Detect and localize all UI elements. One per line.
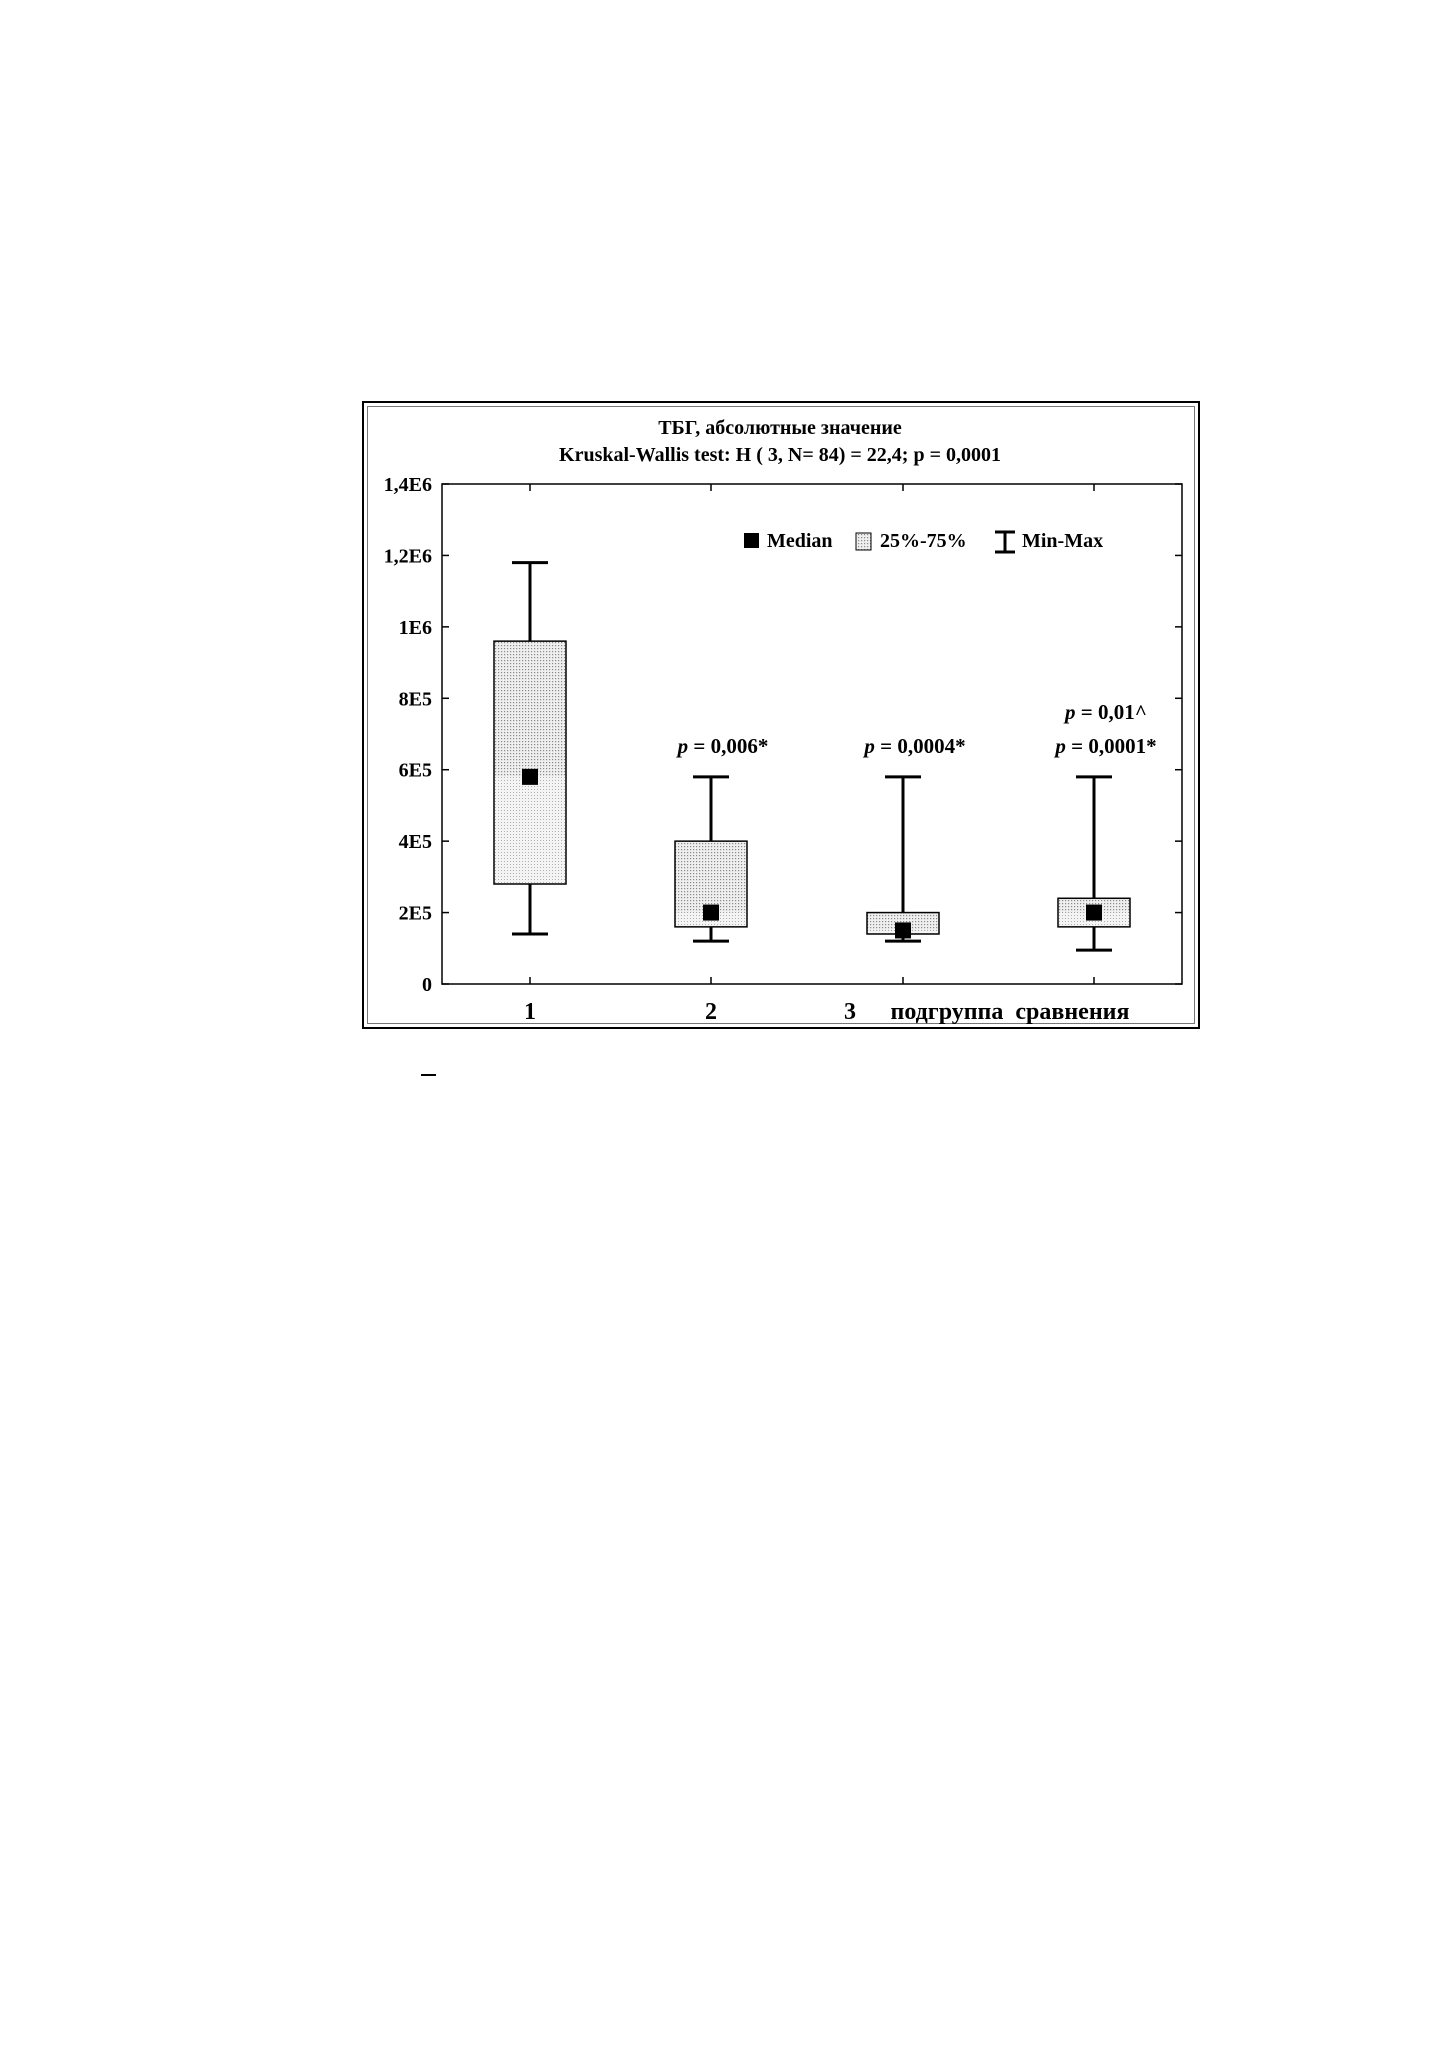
chart-subtitle: Kruskal-Wallis test: H ( 3, N= 84) = 22,4; p = 0,0001 [559, 444, 1001, 466]
stray-dash [421, 1074, 436, 1076]
legend-iqr-swatch [856, 533, 871, 550]
p-value-annotation: p = 0,0001* [1055, 734, 1157, 758]
boxes [494, 563, 1130, 951]
x-tick-label: 1 [524, 999, 536, 1025]
y-tick-label: 1,4E6 [383, 474, 432, 496]
y-tick-label: 2E5 [398, 902, 432, 925]
y-tick-label: 1,2E6 [383, 545, 432, 568]
y-tick-label: 1E6 [398, 616, 432, 639]
chart-title: ТБГ, абсолютные значение [658, 417, 902, 439]
x-tick-label: 3 [844, 999, 856, 1025]
median-marker [703, 905, 719, 921]
p-value-annotation: p = 0,0004* [864, 734, 966, 758]
y-tick-label: 4E5 [398, 831, 432, 854]
box-upper [675, 841, 747, 912]
median-marker [522, 769, 538, 785]
median-marker [895, 922, 911, 938]
p-value-annotation: p = 0,006* [677, 734, 769, 758]
legend [744, 530, 1103, 552]
legend-median-label: Median [767, 530, 833, 552]
x-tick-label: подгруппа сравнения [890, 999, 1130, 1025]
legend-min-max-label: Min-Max [1022, 530, 1104, 552]
y-tick-label: 8E5 [398, 688, 432, 711]
legend-median-marker [744, 533, 759, 548]
box-upper [494, 641, 566, 777]
p-value-annotation: p = 0,01^ [1065, 700, 1147, 724]
y-tick-label: 6E5 [398, 759, 432, 782]
median-marker [1086, 905, 1102, 921]
x-axis [524, 484, 1129, 1025]
x-tick-label: 2 [705, 999, 717, 1025]
legend-iqr-label: 25%-75% [880, 530, 967, 552]
legend-min-max-icon [995, 532, 1015, 552]
box-lower [494, 777, 566, 884]
annotations [676, 700, 1157, 758]
y-tick-label: 0 [422, 974, 432, 996]
